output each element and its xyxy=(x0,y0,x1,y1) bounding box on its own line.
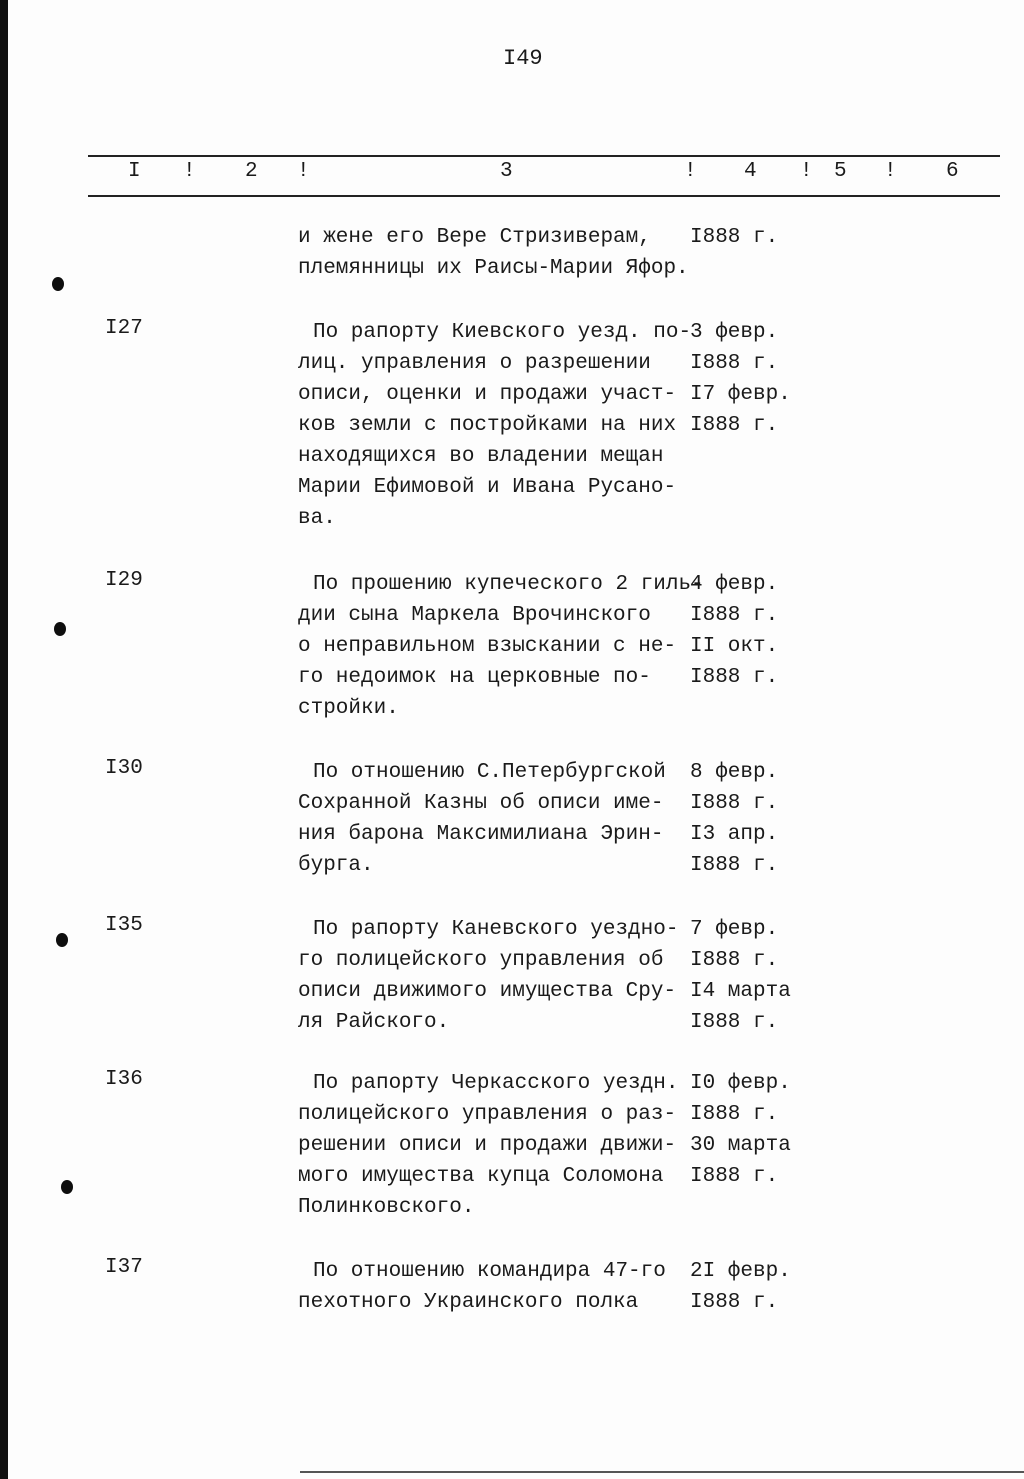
entry-description xyxy=(298,1068,688,1223)
entry-dates xyxy=(690,1068,820,1192)
date-line: I888 г. xyxy=(690,1165,779,1188)
entry-number: I29 xyxy=(105,569,143,592)
column-header-5: 5 xyxy=(834,160,847,183)
description-line: описи движимого имущества Сру- xyxy=(298,980,677,1003)
entry-dates xyxy=(690,757,820,881)
column-header-4: 4 xyxy=(744,160,757,183)
date-line: I888 г. xyxy=(690,949,779,972)
description-line: мого имущества купца Соломона xyxy=(298,1165,664,1188)
date-line xyxy=(690,253,820,284)
description-line: ния барона Максимилиана Эрин- xyxy=(298,823,664,846)
entry-dates xyxy=(690,317,820,441)
column-header-I: I xyxy=(128,160,141,183)
description-line: решении описи и продажи движи- xyxy=(298,1134,677,1157)
date-line: 7 февр. xyxy=(690,918,779,941)
date-line: 4 февр. xyxy=(690,573,779,596)
date-line: I888 г. xyxy=(690,666,779,689)
date-line: I888 г. xyxy=(690,352,779,375)
entry-dates xyxy=(690,914,820,1038)
description-line: полицейского управления о раз- xyxy=(298,1103,677,1126)
column-separator: ! xyxy=(800,160,813,183)
entry-description xyxy=(298,222,688,284)
date-line: 2I февр. xyxy=(690,1260,791,1283)
entry-description xyxy=(298,914,688,1038)
date-line: I888 г. xyxy=(690,226,779,249)
description-line: По отношению С.Петербургской xyxy=(313,761,666,784)
description-line: По отношению командира 47-го xyxy=(313,1260,666,1283)
date-line: I3 апр. xyxy=(690,823,779,846)
date-line: II окт. xyxy=(690,635,779,658)
scan-edge-shadow xyxy=(0,0,8,1479)
description-line: о неправильном взыскании с не- xyxy=(298,635,677,658)
description-line: По рапорту Черкасского уездн. xyxy=(313,1072,679,1095)
punch-hole-mark xyxy=(52,277,64,291)
description-line: ля Райского. xyxy=(298,1011,450,1034)
column-separator: ! xyxy=(884,160,897,183)
date-line: I888 г. xyxy=(690,414,779,437)
footer-rule xyxy=(300,1471,1024,1473)
column-header-row xyxy=(0,160,1024,186)
description-line: и жене его Вере Стризиверам, xyxy=(298,226,651,249)
column-separator: ! xyxy=(183,160,196,183)
entry-description xyxy=(298,757,688,881)
description-line: Сохранной Казны об описи име- xyxy=(298,792,664,815)
entry-dates xyxy=(690,569,820,693)
entry-dates xyxy=(690,222,820,284)
date-line: I4 марта xyxy=(690,980,791,1003)
entry-description xyxy=(298,317,692,534)
description-line: лиц. управления о разрешении xyxy=(298,352,651,375)
description-line: По рапорту Киевского уезд. по- xyxy=(313,321,692,344)
description-line: го недоимок на церковные по- xyxy=(298,666,651,689)
date-line: 8 февр. xyxy=(690,761,779,784)
description-line: ков земли с постройками на них xyxy=(298,414,677,437)
punch-hole-mark xyxy=(54,622,66,636)
date-line: 3 февр. xyxy=(690,321,779,344)
date-line: I888 г. xyxy=(690,1011,779,1034)
description-line: пехотного Украинского полка xyxy=(298,1291,639,1314)
column-header-3: 3 xyxy=(500,160,513,183)
entry-number: I27 xyxy=(105,317,143,340)
date-line: I7 февр. xyxy=(690,383,791,406)
column-separator: ! xyxy=(297,160,310,183)
description-line: находящихся во владении мещан xyxy=(298,445,664,468)
description-line: По прошению купеческого 2 гиль- xyxy=(313,573,704,596)
description-line: Марии Ефимовой и Ивана Русано- xyxy=(298,476,677,499)
punch-hole-mark xyxy=(61,1180,73,1194)
date-line: 30 марта xyxy=(690,1134,791,1157)
description-line: Полинковского. xyxy=(298,1196,475,1219)
entry-description xyxy=(298,569,704,724)
entry-number: I36 xyxy=(105,1068,143,1091)
entry-description xyxy=(298,1256,688,1318)
entry-dates xyxy=(690,1256,820,1318)
page-number: I49 xyxy=(503,46,543,71)
description-line: дии сына Маркела Врочинского xyxy=(298,604,651,627)
column-header-6: 6 xyxy=(946,160,959,183)
date-line: I0 февр. xyxy=(690,1072,791,1095)
description-line: описи, оценки и продажи участ- xyxy=(298,383,677,406)
description-line: ва. xyxy=(298,507,336,530)
entry-number: I35 xyxy=(105,914,143,937)
entry-number: I37 xyxy=(105,1256,143,1279)
header-top-rule xyxy=(88,155,1000,157)
header-bottom-rule xyxy=(88,195,1000,197)
entry-number: I30 xyxy=(105,757,143,780)
description-line: племянницы их Раисы-Марии Яфор. xyxy=(298,257,689,280)
date-line: I888 г. xyxy=(690,604,779,627)
punch-hole-mark xyxy=(56,933,68,947)
date-line: I888 г. xyxy=(690,1291,779,1314)
description-line: По рапорту Каневского уездно- xyxy=(313,918,679,941)
column-separator: ! xyxy=(684,160,697,183)
description-line: стройки. xyxy=(298,697,399,720)
date-line: I888 г. xyxy=(690,854,779,877)
column-header-2: 2 xyxy=(245,160,258,183)
description-line: бурга. xyxy=(298,854,374,877)
date-line: I888 г. xyxy=(690,1103,779,1126)
description-line: го полицейского управления об xyxy=(298,949,664,972)
date-line: I888 г. xyxy=(690,792,779,815)
